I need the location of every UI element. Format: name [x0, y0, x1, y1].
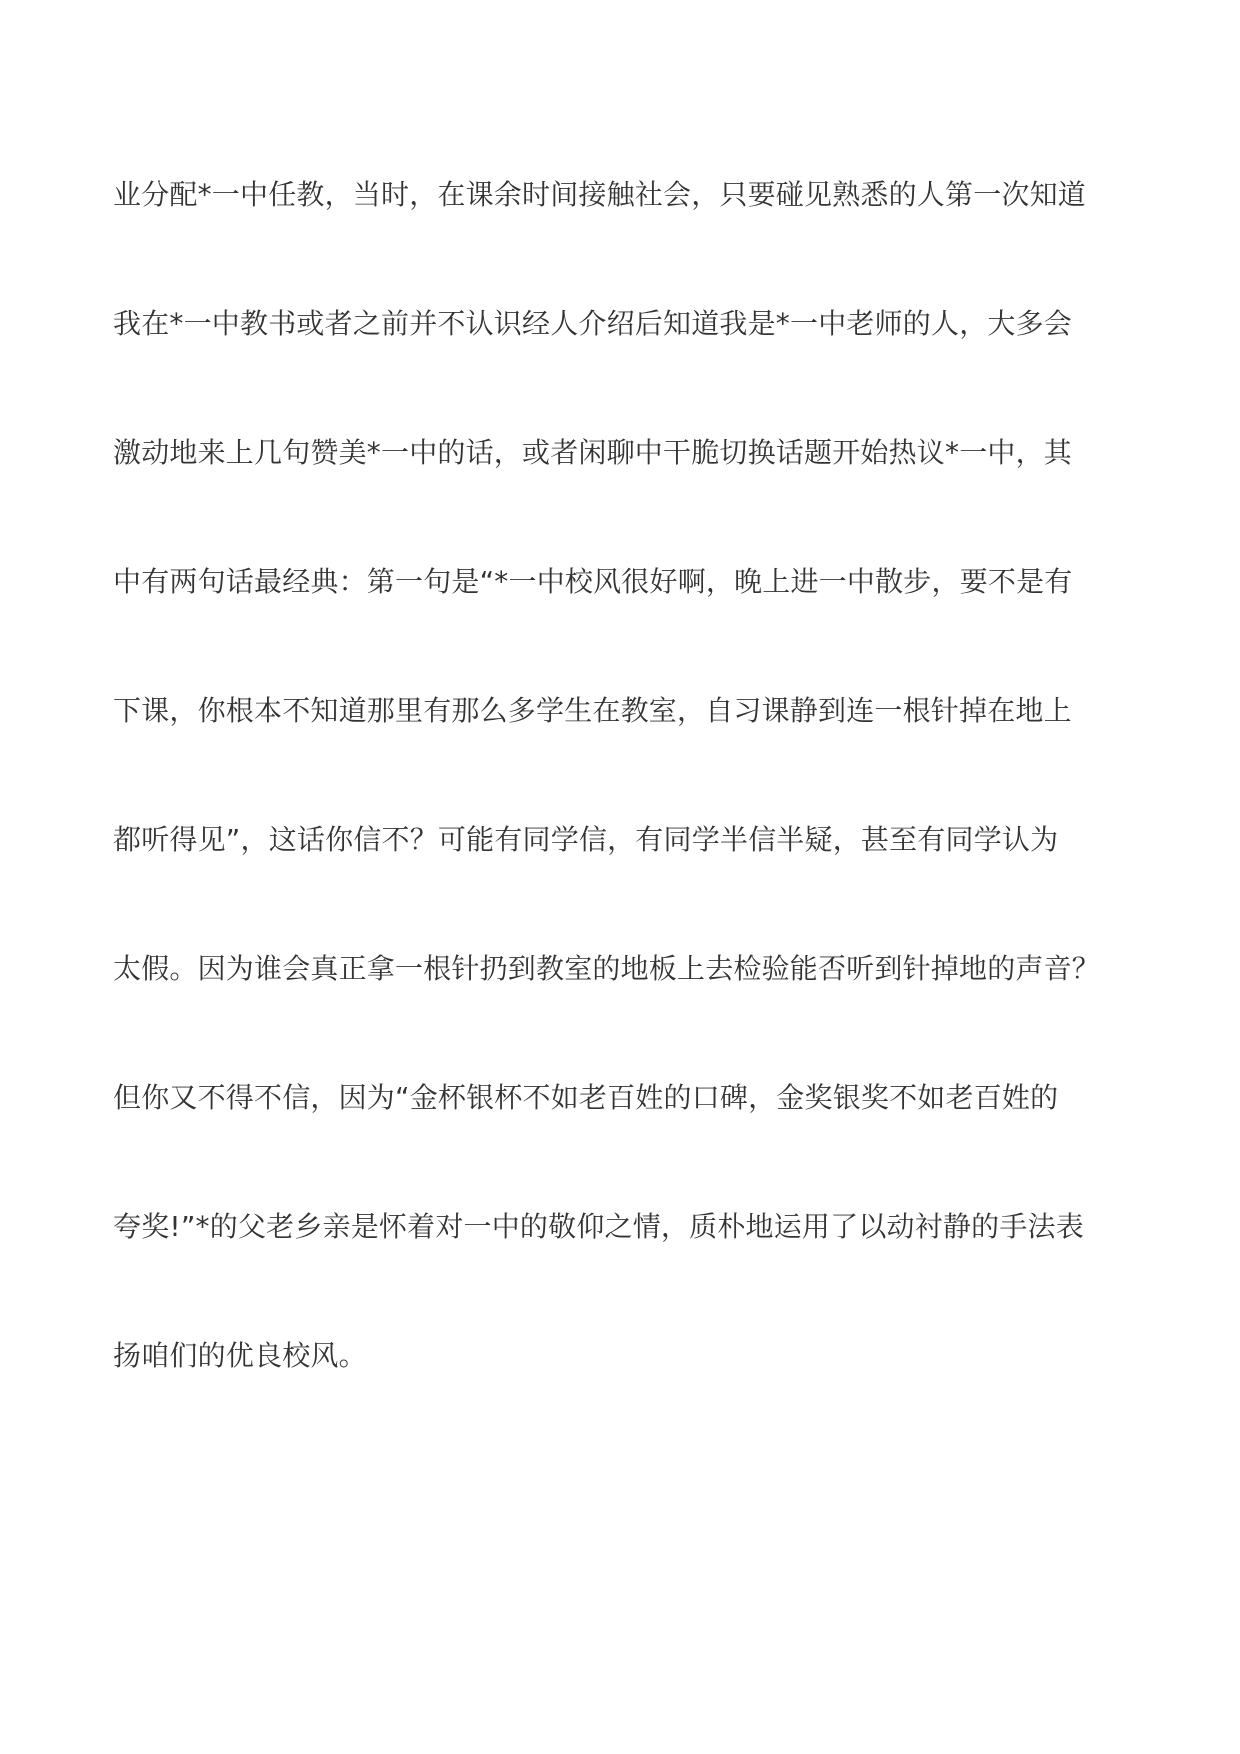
- text-line: 夸奖!”*的父老乡亲是怀着对一中的敬仰之情，质朴地运用了以动衬静的手法表: [113, 1210, 1084, 1243]
- text-line: 扬咱们的优良校风。: [113, 1339, 367, 1372]
- text-line: 激动地来上几句赞美*一中的话，或者闲聊中干脆切换话题开始热议*一中，其: [113, 436, 1073, 469]
- text-line: 都听得见”，这话你信不？可能有同学信，有同学半信半疑，甚至有同学认为: [113, 823, 1059, 856]
- text-line: 我在*一中教书或者之前并不认识经人介绍后知道我是*一中老师的人，大多会: [113, 307, 1073, 340]
- text-line: 业分配*一中任教，当时，在课余时间接触社会，只要碰见熟悉的人第一次知道: [113, 178, 1087, 211]
- text-line: 但你又不得不信，因为“金杯银杯不如老百姓的口碑，金奖银奖不如老百姓的: [113, 1081, 1059, 1114]
- text-line: 下课，你根本不知道那里有那么多学生在教室，自习课静到连一根针掉在地上: [113, 694, 1072, 727]
- text-line: 中有两句话最经典：第一句是“*一中校风很好啊，晚上进一中散步，要不是有: [113, 565, 1073, 598]
- text-line: 太假。因为谁会真正拿一根针扔到教室的地板上去检验能否听到针掉地的声音？: [113, 952, 1101, 985]
- body-paragraph: [113, 175, 1153, 1465]
